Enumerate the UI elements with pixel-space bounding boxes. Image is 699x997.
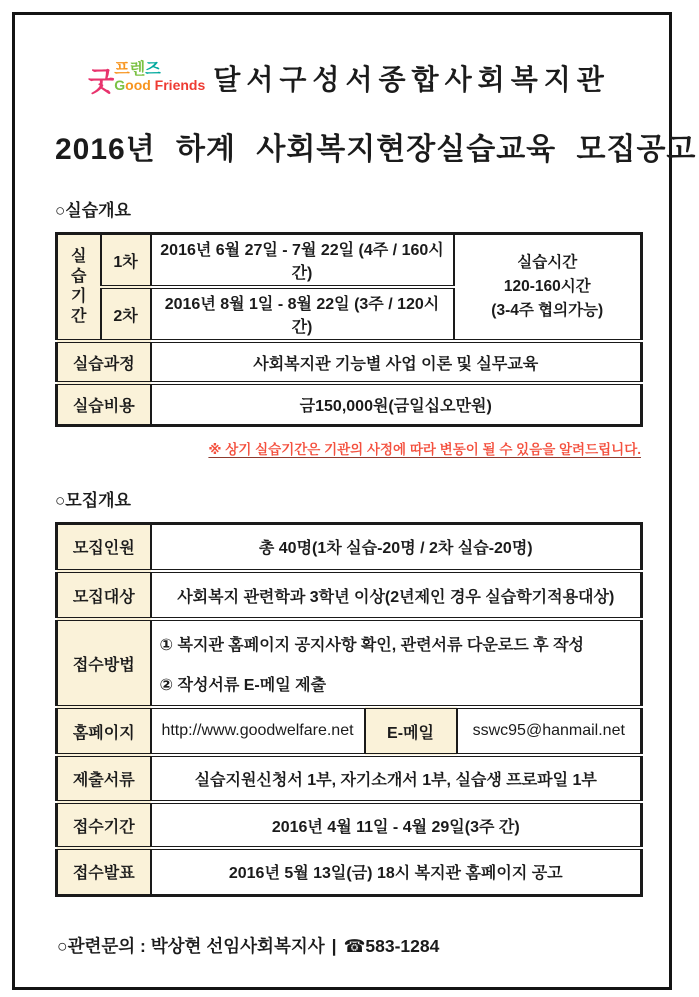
document-header (55, 58, 697, 168)
table-row (57, 619, 642, 707)
method-steps: ① 복지관 홈페이지 공지사항 확인, 관련서류 다운로드 후 작성 ② 작성서류 E-메일 제출 (151, 619, 642, 707)
target-value: 사회복지 관련학과 3학년 이상(2년제인 경우 실습학기적용대상) (151, 571, 642, 619)
email-address: sswc95@hanmail.net (457, 707, 642, 755)
row-label-apply-period: 접수기간 (57, 802, 151, 848)
row-label-documents: 제출서류 (57, 755, 151, 802)
row-label-course: 실습과정 (57, 341, 151, 383)
table-row (57, 383, 642, 425)
phone-number: 583-1284 (365, 935, 440, 956)
brand-row (55, 58, 643, 98)
row-label-announcement: 접수발표 (57, 848, 151, 895)
row-label-email: E-메일 (365, 707, 457, 755)
row-label-target: 모집대상 (57, 571, 151, 619)
table-row (57, 848, 642, 895)
table-row (57, 755, 642, 802)
row-label-phase2: 2차 (101, 287, 151, 341)
practice-overview-heading: ○실습개요 (55, 201, 131, 220)
recruitment-heading: ○모집개요 (55, 490, 131, 510)
recruitment-section (55, 486, 643, 897)
course-value: 사회복지관 기능별 사업 이론 및 실무교육 (151, 341, 642, 383)
documents-value: 실습지원신청서 1부, 자기소개서 1부, 실습생 프로파일 1부 (151, 755, 642, 802)
organization-name: 달서구성서종합사회복지관 (213, 64, 610, 95)
table-row (57, 802, 642, 848)
practice-hours-summary: 실습시간 120-160시간 (3-4주 협의가능) (454, 234, 642, 342)
table-row (57, 341, 642, 383)
phone-icon: ☎ (343, 935, 366, 956)
separator: | (331, 935, 337, 956)
row-label-fee: 실습비용 (57, 383, 151, 425)
table-row (57, 234, 642, 288)
phase1-dates-value: 2016년 6월 27일 - 7월 22일 (4주 / 160시간) (151, 234, 454, 288)
capacity-value: 총 40명(1차 실습-20명 / 2차 실습-20명) (151, 523, 642, 571)
document-title: 2016년 하계 사회복지현장실습교육 모집공고 (55, 133, 697, 166)
recruitment-table (55, 522, 643, 897)
row-label-practice-period: 실습기간 (57, 234, 101, 342)
period-change-notice: ※ 상기 실습기간은 기관의 사정에 따라 변동이 될 수 있음을 알려드립니다. (208, 441, 641, 457)
apply-period-value: 2016년 4월 11일 - 4월 29일(3주 간) (151, 802, 642, 848)
table-row (57, 523, 642, 571)
row-label-website: 홈페이지 (57, 707, 151, 755)
logo-english-text: Good Friends (114, 77, 206, 94)
practice-overview-section (55, 196, 643, 458)
website-url: http://www.goodwelfare.net (151, 707, 365, 755)
logo-text-column (114, 62, 205, 93)
announcement-value: 2016년 5월 13일(금) 18시 복지관 홈페이지 공고 (151, 848, 642, 895)
fee-value: 금150,000원(금일십오만원) (151, 383, 642, 425)
good-friends-logo (88, 61, 206, 97)
row-label-capacity: 모집인원 (57, 523, 151, 571)
inquiry-text: ○관련문의 : 박상현 선임사회복지사 (57, 935, 325, 956)
page-border-frame (12, 12, 697, 990)
row-label-method: 접수방법 (57, 619, 151, 707)
row-label-phase1: 1차 (101, 234, 151, 288)
contact-info (57, 933, 643, 958)
practice-overview-table (55, 232, 643, 427)
table-row (57, 707, 642, 755)
phase2-dates-value: 2016년 8월 1일 - 8월 22일 (3주 / 120시간) (151, 287, 454, 341)
logo-char-gut: 굿 (88, 66, 115, 97)
table-row (57, 571, 642, 619)
logo-hangul-text: 프렌즈 (114, 61, 161, 79)
